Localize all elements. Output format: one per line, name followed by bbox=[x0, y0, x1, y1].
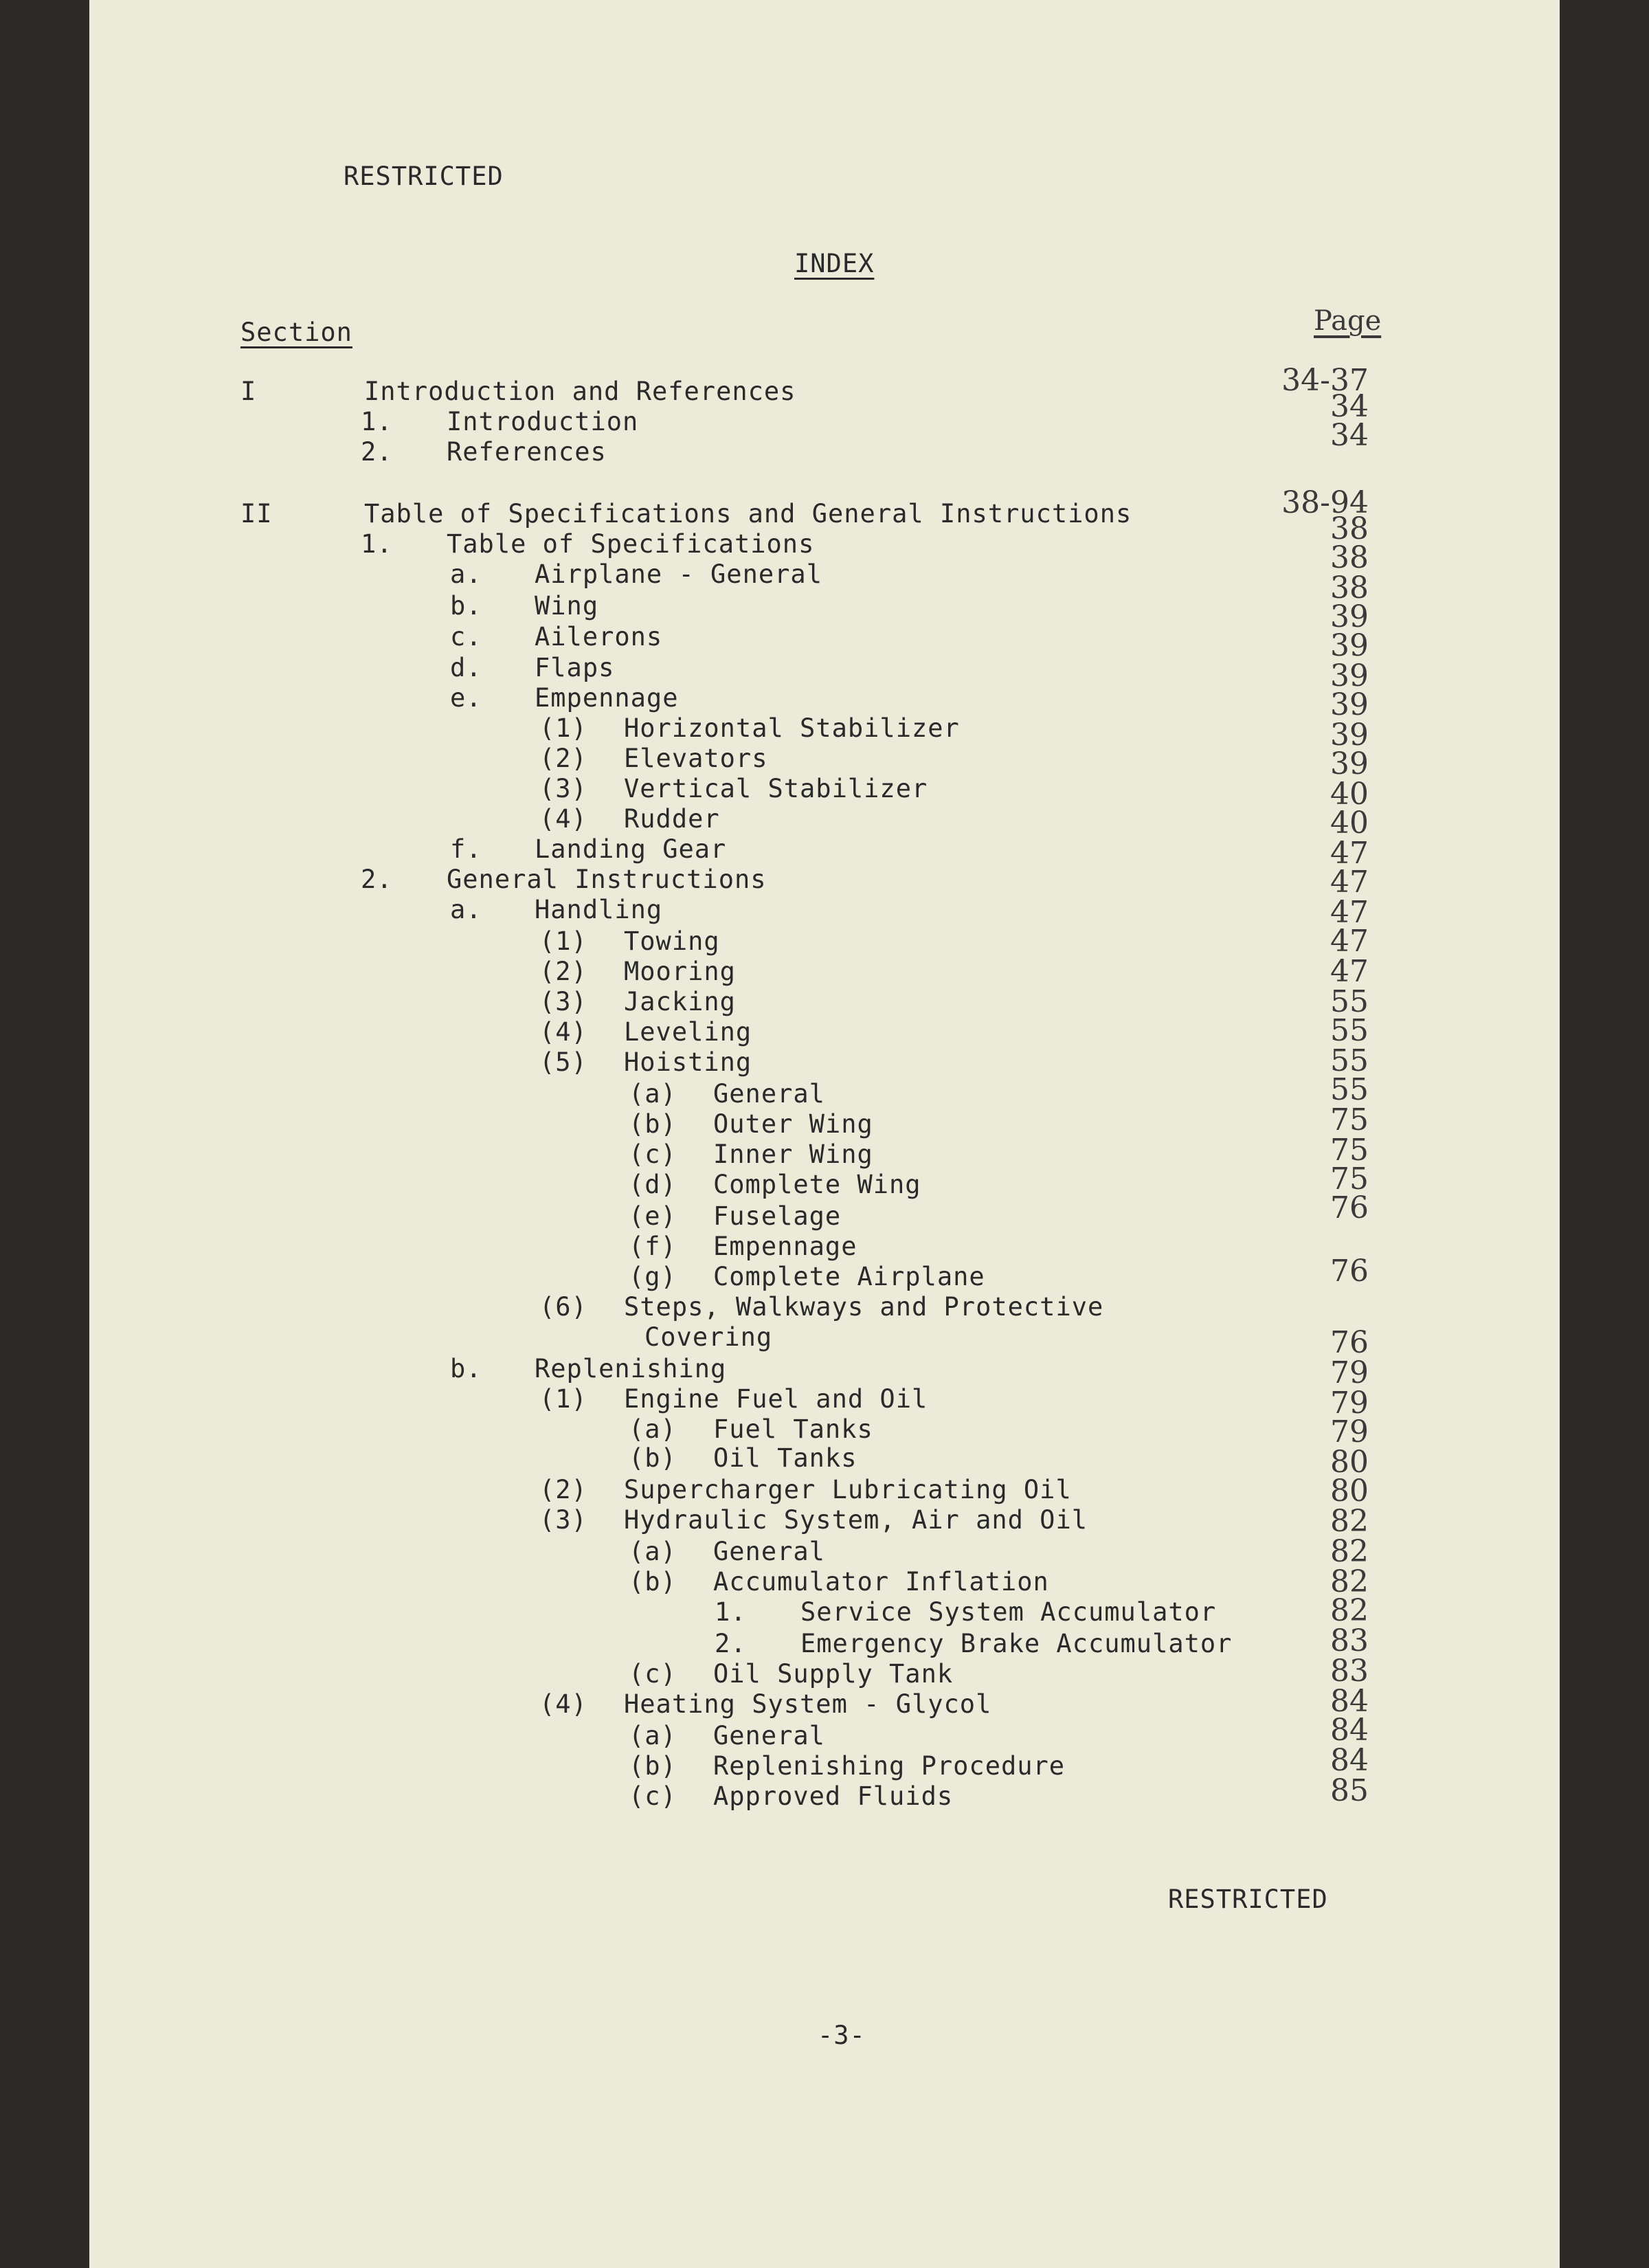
entry-title: Towing bbox=[624, 926, 720, 956]
entry-page: 85 bbox=[1330, 1773, 1369, 1808]
entry-title: Emergency Brake Accumulator bbox=[800, 1629, 1233, 1658]
entry-page: 80 bbox=[1330, 1445, 1369, 1480]
index-entry bbox=[0, 1443, 1649, 1480]
entry-title: Service System Accumulator bbox=[800, 1597, 1217, 1627]
entry-title: General Instructions bbox=[447, 865, 767, 894]
entry-title: Introduction and References bbox=[364, 377, 796, 406]
entry-page: 39 bbox=[1330, 599, 1369, 634]
index-entry bbox=[0, 1623, 1649, 1659]
entry-page: 34-37 bbox=[1281, 363, 1369, 398]
entry-marker: 1. bbox=[361, 407, 393, 436]
entry-title: Wing bbox=[535, 591, 599, 621]
page-column-header: Page bbox=[1314, 305, 1382, 337]
entry-title: Vertical Stabilizer bbox=[624, 774, 928, 803]
index-entry bbox=[0, 1254, 1649, 1292]
entry-title: Covering bbox=[644, 1322, 773, 1352]
entry-marker: (2) bbox=[539, 744, 587, 773]
index-entry bbox=[0, 1414, 1649, 1449]
entry-title: Replenishing bbox=[535, 1354, 727, 1383]
section-numeral: II bbox=[240, 499, 273, 529]
index-entry bbox=[0, 1384, 1649, 1421]
entry-title: Introduction bbox=[447, 407, 639, 436]
index-entry bbox=[0, 1534, 1649, 1569]
entry-page: 40 bbox=[1330, 777, 1369, 812]
entry-page: 39 bbox=[1330, 628, 1369, 663]
page-number: -3- bbox=[818, 2021, 866, 2050]
entry-page: 38 bbox=[1330, 511, 1369, 546]
entry-page: 38 bbox=[1330, 570, 1369, 605]
entry-title: Outer Wing bbox=[713, 1109, 873, 1139]
entry-page: 47 bbox=[1330, 954, 1369, 989]
entry-page: 55 bbox=[1330, 1072, 1369, 1107]
entry-title: Heating System - Glycol bbox=[624, 1689, 992, 1719]
entry-marker: (e) bbox=[629, 1201, 677, 1231]
index-entry bbox=[0, 1504, 1649, 1539]
entry-title: General bbox=[713, 1079, 825, 1109]
entry-marker: 2. bbox=[715, 1629, 747, 1658]
entry-page: 40 bbox=[1330, 805, 1369, 841]
index-entry bbox=[0, 363, 1649, 407]
entry-page: 79 bbox=[1330, 1414, 1369, 1449]
section-numeral: I bbox=[240, 377, 257, 406]
entry-page: 84 bbox=[1330, 1743, 1369, 1778]
entry-marker: (5) bbox=[539, 1047, 587, 1077]
index-entry bbox=[0, 1292, 1649, 1322]
entry-title: Oil Tanks bbox=[713, 1443, 857, 1473]
entry-marker: (4) bbox=[539, 1689, 587, 1719]
entry-title: Steps, Walkways and Protective bbox=[624, 1292, 1104, 1322]
entry-title: Inner Wing bbox=[713, 1139, 873, 1169]
entry-marker: b. bbox=[450, 1354, 482, 1383]
entry-page: 75 bbox=[1330, 1161, 1369, 1197]
entry-page: 82 bbox=[1330, 1593, 1369, 1628]
entry-marker: (g) bbox=[629, 1262, 677, 1291]
entry-title: Landing Gear bbox=[535, 834, 727, 864]
entry-marker: (b) bbox=[629, 1751, 677, 1781]
entry-page: 47 bbox=[1330, 865, 1369, 900]
entry-title: Leveling bbox=[624, 1017, 752, 1047]
entry-title: Empennage bbox=[535, 683, 679, 713]
entry-marker: 2. bbox=[361, 865, 393, 894]
entry-marker: (d) bbox=[629, 1170, 677, 1199]
entry-title: Table of Specifications bbox=[447, 529, 815, 559]
entry-title: Jacking bbox=[624, 987, 736, 1016]
entry-page: 55 bbox=[1330, 1043, 1369, 1078]
entry-page: 39 bbox=[1330, 718, 1369, 753]
index-entry bbox=[0, 1773, 1649, 1812]
entry-page: 84 bbox=[1330, 1713, 1369, 1748]
entry-title: Replenishing Procedure bbox=[713, 1751, 1066, 1781]
entry-marker: (1) bbox=[539, 713, 587, 743]
footer-classification: RESTRICTED bbox=[1168, 1885, 1328, 1914]
index-entry bbox=[0, 1713, 1649, 1751]
entry-marker: d. bbox=[450, 653, 482, 682]
entry-marker: (b) bbox=[629, 1109, 677, 1139]
entry-page: 34 bbox=[1330, 389, 1369, 424]
index-entry bbox=[0, 485, 1649, 529]
entry-title: Accumulator Inflation bbox=[713, 1567, 1049, 1597]
entry-marker: 1. bbox=[361, 529, 393, 559]
entry-marker: (4) bbox=[539, 804, 587, 834]
entry-page: 55 bbox=[1330, 1013, 1369, 1048]
entry-title: Supercharger Lubricating Oil bbox=[624, 1475, 1072, 1504]
entry-title: Oil Supply Tank bbox=[713, 1659, 954, 1689]
entry-marker: (a) bbox=[629, 1079, 677, 1109]
entry-title: Mooring bbox=[624, 957, 736, 986]
entry-marker: (c) bbox=[629, 1139, 677, 1169]
entry-title: Fuel Tanks bbox=[713, 1414, 873, 1444]
entry-marker: 2. bbox=[361, 437, 393, 467]
entry-title: Complete Wing bbox=[713, 1170, 921, 1199]
entry-marker: c. bbox=[450, 622, 482, 652]
section-column-header: Section bbox=[240, 318, 352, 347]
entry-marker: (3) bbox=[539, 1505, 587, 1535]
entry-page: 75 bbox=[1330, 1133, 1369, 1168]
entry-page: 55 bbox=[1330, 984, 1369, 1019]
entry-marker: (a) bbox=[629, 1721, 677, 1750]
entry-marker: 1. bbox=[715, 1597, 747, 1627]
entry-page: 39 bbox=[1330, 746, 1369, 781]
entry-page: 82 bbox=[1330, 1504, 1369, 1539]
entry-marker: a. bbox=[450, 895, 482, 924]
entry-title: Table of Specifications and General Instructions bbox=[364, 499, 1132, 529]
entry-marker: (2) bbox=[539, 1475, 587, 1504]
entry-page: 82 bbox=[1330, 1534, 1369, 1569]
entry-title: Horizontal Stabilizer bbox=[624, 713, 960, 743]
entry-marker: (f) bbox=[629, 1232, 677, 1261]
entry-title: Elevators bbox=[624, 744, 768, 773]
entry-marker: (b) bbox=[629, 1567, 677, 1597]
entry-title: Ailerons bbox=[535, 622, 663, 652]
entry-title: General bbox=[713, 1721, 825, 1750]
entry-title: Flaps bbox=[535, 653, 615, 682]
index-entry bbox=[0, 1593, 1649, 1628]
index-entry bbox=[0, 1743, 1649, 1781]
entry-marker: (b) bbox=[629, 1443, 677, 1473]
header-classification: RESTRICTED bbox=[344, 162, 504, 191]
index-entry bbox=[0, 1684, 1649, 1720]
index-entry bbox=[0, 1322, 1649, 1360]
entry-marker: (3) bbox=[539, 987, 587, 1016]
entry-marker: (1) bbox=[539, 1384, 587, 1414]
entry-page: 47 bbox=[1330, 895, 1369, 930]
entry-title: Hydraulic System, Air and Oil bbox=[624, 1505, 1088, 1535]
entry-title: Airplane - General bbox=[535, 559, 822, 589]
entry-page: 38-94 bbox=[1281, 485, 1369, 520]
index-title: INDEX bbox=[794, 249, 875, 278]
entry-page: 39 bbox=[1330, 658, 1369, 693]
entry-title: Rudder bbox=[624, 804, 720, 834]
index-entry bbox=[0, 1654, 1649, 1689]
entry-page: 79 bbox=[1330, 1355, 1369, 1390]
entry-page: 47 bbox=[1330, 836, 1369, 871]
entry-title: Fuselage bbox=[713, 1201, 842, 1231]
index-entry bbox=[0, 1354, 1649, 1390]
entry-title: Handling bbox=[535, 895, 663, 924]
entry-page: 39 bbox=[1330, 687, 1369, 722]
entry-page: 82 bbox=[1330, 1564, 1369, 1599]
entry-marker: b. bbox=[450, 591, 482, 621]
index-entry bbox=[0, 1564, 1649, 1599]
entry-page: 38 bbox=[1330, 540, 1369, 575]
entry-page: 79 bbox=[1330, 1386, 1369, 1421]
entry-marker: (a) bbox=[629, 1537, 677, 1566]
entry-page: 47 bbox=[1330, 924, 1369, 959]
entry-title: Approved Fluids bbox=[713, 1781, 954, 1811]
entry-marker: (1) bbox=[539, 926, 587, 956]
entry-marker: (2) bbox=[539, 957, 587, 986]
entry-marker: f. bbox=[450, 834, 482, 864]
entry-marker: a. bbox=[450, 559, 482, 589]
entry-page: 83 bbox=[1330, 1654, 1369, 1689]
entry-title: Engine Fuel and Oil bbox=[624, 1384, 928, 1414]
entry-page: 76 bbox=[1330, 1325, 1369, 1360]
entry-marker: (c) bbox=[629, 1659, 677, 1689]
entry-marker: e. bbox=[450, 683, 482, 713]
entry-page: 76 bbox=[1330, 1254, 1369, 1289]
entry-title: Complete Airplane bbox=[713, 1262, 985, 1291]
entry-marker: (6) bbox=[539, 1292, 587, 1322]
entry-page: 83 bbox=[1330, 1623, 1369, 1658]
entry-marker: (a) bbox=[629, 1414, 677, 1444]
entry-marker: (3) bbox=[539, 774, 587, 803]
entry-title: Empennage bbox=[713, 1232, 857, 1261]
index-entry bbox=[0, 1474, 1649, 1509]
entry-title: References bbox=[447, 437, 607, 467]
entry-page: 34 bbox=[1330, 418, 1369, 453]
entry-title: Hoisting bbox=[624, 1047, 752, 1077]
entry-title: General bbox=[713, 1537, 825, 1566]
entry-page: 84 bbox=[1330, 1684, 1369, 1719]
entry-page: 80 bbox=[1330, 1474, 1369, 1509]
entry-marker: (c) bbox=[629, 1781, 677, 1811]
entry-page: 76 bbox=[1330, 1190, 1369, 1225]
entry-page: 75 bbox=[1330, 1102, 1369, 1137]
entry-marker: (4) bbox=[539, 1017, 587, 1047]
